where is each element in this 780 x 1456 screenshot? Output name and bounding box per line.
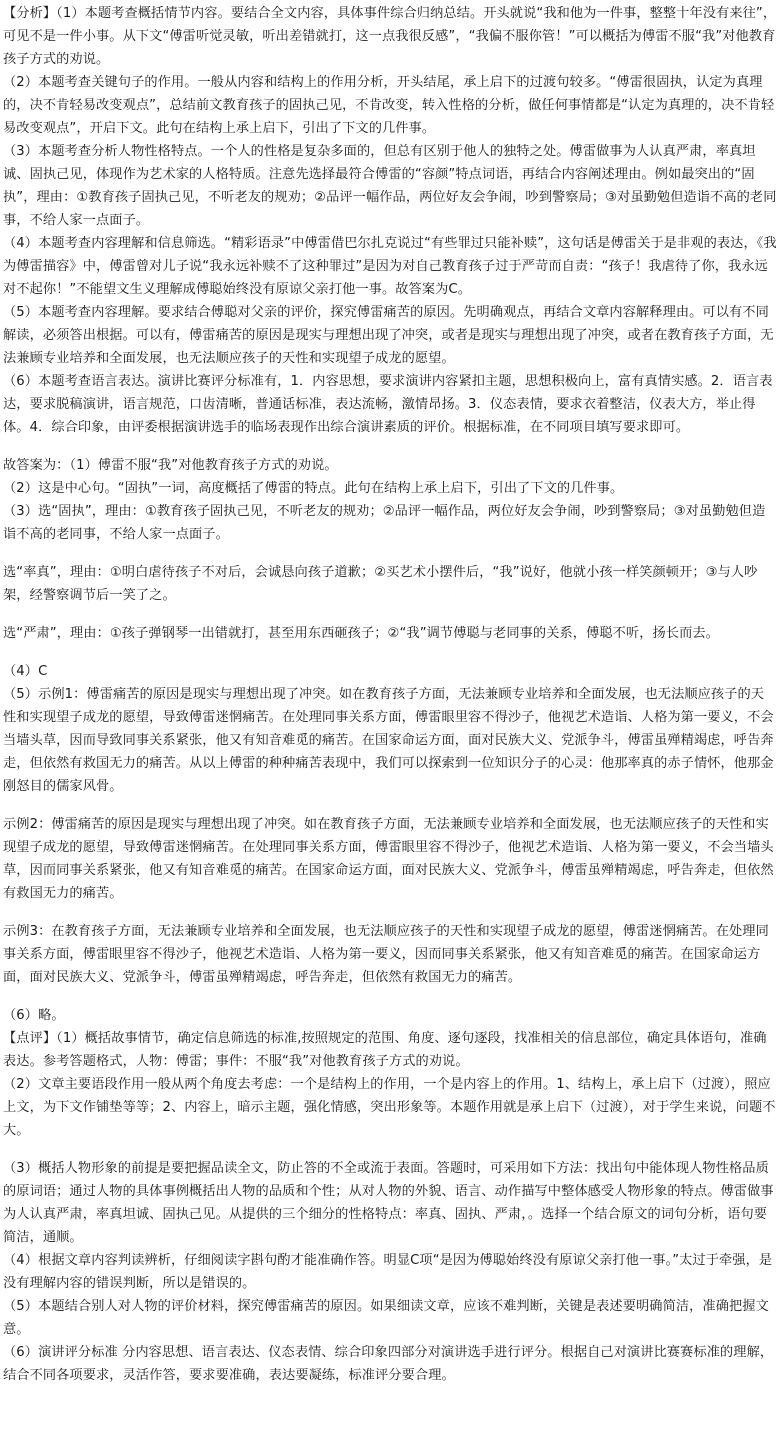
answer-paragraph-2: （2）这是中心句。“固执”一词，高度概括了傅雷的特点。此句在结构上承上启下，引出了下文的几件事。 [3,481,624,496]
analysis-paragraph-3: （3）本题考查分析人物性格特点。一个人的性格是复杂多面的，但总有区别于他人的独特之处。傅雷做事为人认真严肃，率真坦诚、固执己见，体现作为艺术家的人格特质。注意先选择最符合傅雷的“容颜”特点词语，再结合内容阐述理由。例如最突出的“固执”，理由：①教育孩子固执己见，不听老友的规劝；②品评一幅作品，两位好友会争闹，吵到警察局；③对虽勤勉但造诣不高的老同事，不给人家一点面子。 [3,144,777,228]
analysis-paragraph-6: （6）本题考查语言表达。演讲比赛评分标准有，1．内容思想，要求演讲内容紧扣主题，思想积极向上，富有真情实感。2．语言表达，要求脱稿演讲，语言规范，口齿清晰，普通话标准，表达流畅，激情昂扬。3．仪态表情，要求衣着整洁，仪表大方，举止得体。4．综合印象，由评委根据演讲选手的临场表现作出综合演讲素质的评价。根据标准，在不同项目填写要求即可。 [3,374,773,435]
comment-paragraph-1: 【点评】（1）概括故事情节，确定信息筛选的标准,按照规定的范围、角度、逐句逐段，找准相关的信息部位，确定具体语句，准确表达。参考答题格式，人物：傅雷；事件：不服“我”对他教育孩子方式的劝说。 [3,1031,767,1069]
answer-paragraph-3: （3）选“固执”，理由：①教育孩子固执己见，不听老友的规劝；②品评一幅作品，两位好友会争闹，吵到警察局；③对虽勤勉但造诣不高的老同事，不给人家一点面子。 [3,504,766,542]
answer-option-shuaizhen: 选“率真”，理由：①明白虐待孩子不对后，会诚恳向孩子道歉；②买艺术小摆件后，“我”说好，他就小孩一样笑颜顿开；③与人吵架，经警察调节后一笑了之。 [3,565,758,603]
comment-paragraph-6: （6）演讲评分标准 分内容思想、语言表达、仪态表情、综合印象四部分对演讲选手进行评分。根据自己对演讲比赛赛标准的理解，结合不同各项要求，灵活作答，要求要准确，表达要凝练，标准评分要合理。 [3,1345,774,1383]
comment-paragraph-5: （5）本题结合别人对人物的评价材料，探究傅雷痛苦的原因。如果细读文章，应该不难判断，关键是表述要明确简洁，准确把握文意。 [3,1299,769,1337]
comment-paragraph-4: （4）根据文章内容判读辨析，仔细阅读字斟句酌才能准确作答。明显C项“是因为傅聪始终没有原谅父亲打他一事。”太过于牵强，是没有理解内容的错误判断，所以是错误的。 [3,1253,773,1291]
answer-paragraph-6: （6）略。 [3,1008,65,1023]
answer-example-1: （5）示例1：傅雷痛苦的原因是现实与理想出现了冲突。如在教育孩子方面，无法兼顾专业培养和全面发展，也无法顺应孩子的天性和实现望子成龙的愿望，导致傅雷迷惘痛苦。在处理同事关系方面，傅雷眼里容不得沙子，他视艺术造诣、人格为第一要义，不会当墙头草，因而导致同事关系紧张，他又有知音难觅的痛苦。在国家命运方面，面对民族大义、党派争斗，傅雷虽殚精竭虑，呼告奔走，但依然有救国无力的痛苦。从以上傅雷的种种痛苦表现中，我们可以探索到一位知识分子的心灵：他那率真的赤子情怀，他那金刚怒目的儒家风骨。 [3,687,774,794]
answer-example-2: 示例2：傅雷痛苦的原因是现实与理想出现了冲突。如在教育孩子方面，无法兼顾专业培养和全面发展，也无法顺应孩子的天性和实现望子成龙的愿望，导致傅雷迷惘痛苦。在处理同事关系方面，傅雷眼里容不得沙子，他视艺术造诣、人格为第一要义，不会当墙头草，因而同事关系紧张，他又有知音难觅的痛苦。在国家命运方面，面对民族大义、党派争斗，傅雷虽殚精竭虑，呼告奔走，但依然有救国无力的痛苦。 [3,817,774,901]
answer-paragraph-1: 故答案为：（1）傅雷不服“我”对他教育孩子方式的劝说。 [3,458,338,473]
comment-paragraph-2: （2）文章主要语段作用一般从两个角度去考虑：一个是结构上的作用，一个是内容上的作用。1、结构上，承上启下（过渡），照应上文，为下文作铺垫等等；2、内容上，暗示主题，强化情感，突出形象等。本题作用就是承上启下（过渡），对于学生来说，问题不大。 [3,1077,776,1138]
answer-option-yansu: 选“严肃”，理由：①孩子弹钢琴一出错就打，甚至用东西砸孩子；②“我”调节傅聪与老同事的关系，傅聪不听，扬长而去。 [3,626,719,641]
analysis-paragraph-5: （5）本题考查内容理解。要求结合傅聪对父亲的评价，探究傅雷痛苦的原因。先明确观点，再结合文章内容解释理由。可以有不同解读，必须答出根据。可以有，傅雷痛苦的原因是现实与理想出现了冲突，或者是现实与理想出现了冲突，或者在教育孩子方面，无法兼顾专业培养和全面发展，也无法顺应孩子的天性和实现望子成龙的愿望。 [3,305,774,366]
answer-paragraph-4: （4）C [3,664,48,679]
analysis-paragraph-4: （4）本题考查内容理解和信息筛选。“精彩语录”中傅雷借巴尔扎克说过“有些罪过只能补赎”，这句话是傅雷关于是非观的表达，《我为傅雷描容》中，傅雷曾对儿子说“我永远补赎不了这种罪过”是因为对自己教育孩子过于严苛而自责：“孩子！我虐待了你，我永远对不起你！”不能望文生义理解成傅聪始终没有原谅父亲打他一事。故答案为C。 [3,236,777,297]
analysis-paragraph-1: 【分析】（1）本题考查概括情节内容。要结合全文内容，具体事件综合归纳总结。开头就说“我和他为一件事，整整十年没有来往”，可见不是一件小事。从下文“傅雷听觉灵敏，听出差错就打，这一点我很反感”，“我偏不服你管！”可以概括为傅雷不服“我”对他教育孩子方式的劝说。 [3,6,777,67]
comment-paragraph-3: （3）概括人物形象的前提是要把握品读全文，防止答的不全或流于表面。答题时，可采用如下方法：找出句中能体现人物性格品质的原词语；通过人物的具体事例概括出人物的品质和个性；从对人物的外貌、语言、动作描写中整体感受人物形象的特点。傅雷做事为人认真严肃，率真坦诚、固执己见。从提供的三个细分的性格特点：率真、固执、严肃，。选择一个结合原文的词句分析，语句要简洁，通顺。 [3,1161,774,1245]
analysis-paragraph-2: （2）本题考查关键句子的作用。一般从内容和结构上的作用分析，开头结尾，承上启下的过渡句较多。“傅雷很固执，认定为真理的，决不肯轻易改变观点”，总结前文教育孩子的固执己见，不肯改变，转入性格的分析，做任何事情都是“认定为真理的，决不肯轻易改变观点”，开启下文。此句在结构上承上启下，引出了下文的几件事。 [3,75,775,136]
answer-example-3: 示例3：在教育孩子方面，无法兼顾专业培养和全面发展，也无法顺应孩子的天性和实现望子成龙的愿望，傅雷迷惘痛苦。在处理同事关系方面，傅雷眼里容不得沙子，他视艺术造诣、人格为第一要义，因而同事关系紧张，他又有知音难觅的痛苦。在国家命运方面，面对民族大义、党派争斗，傅雷虽殚精竭虑，呼告奔走，但依然有救国无力的痛苦。 [3,924,769,985]
